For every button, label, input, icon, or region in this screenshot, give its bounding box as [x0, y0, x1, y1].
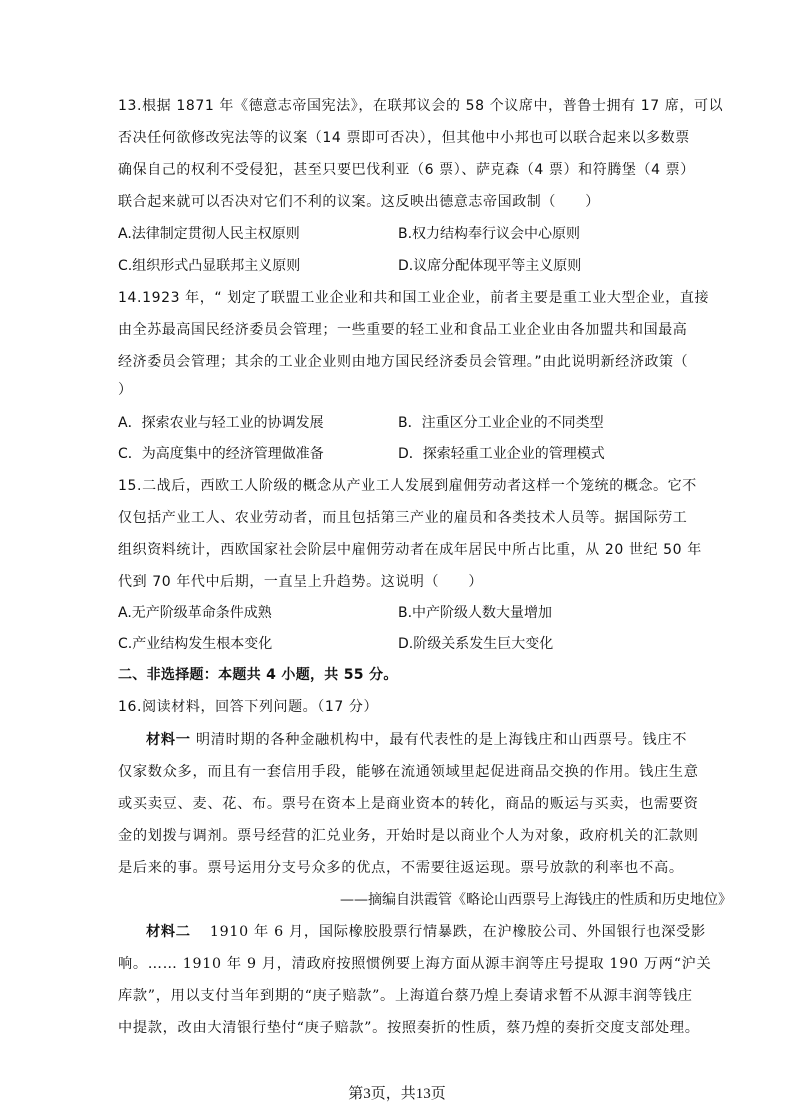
material-2-line-2: 响。…… 1910 年 9 月，清政府按照惯例要上海方面从源丰润等庄号提取 190 万两“沪关	[118, 956, 712, 972]
q14-line-3: 经济委员会管理；其余的工业企业则由地方国民经济委员会管理。”由此说明新经济政策（	[118, 354, 689, 370]
q14-line-2: 由全苏最高国民经济委员会管理；一些重要的轻工业和食品工业企业由各加盟共和国最高	[118, 322, 688, 338]
q15-line-1: 15.二战后，西欧工人阶级的概念从产业工人发展到雇佣劳动者这样一个笼统的概念。它不	[118, 478, 697, 494]
q16-stem: 16.阅读材料，回答下列问题。（17 分）	[118, 699, 379, 715]
q13-option-b: B.权力结构奉行议会中心原则	[398, 226, 581, 242]
q14-option-b: B．注重区分工业企业的不同类型	[398, 415, 604, 431]
q13-line-2: 否决任何欲修改宪法等的议案（14 票即可否决），但其他中小邦也可以联合起来以多数票	[118, 130, 690, 146]
q14-line-4: ）	[118, 382, 133, 398]
material-1-line-1: 明清时期的各种金融机构中，最有代表性的是上海钱庄和山西票号。钱庄不	[195, 732, 688, 748]
q14-option-a: A．探索农业与轻工业的协调发展	[118, 415, 324, 431]
q14-line-1: 14.1923 年，“ 划定了联盟工业企业和共和国工业企业，前者主要是重工业大型企业，直接	[118, 290, 710, 306]
section-2-heading: 二、非选择题：本题共 4 小题，共 55 分。	[118, 667, 398, 683]
q13-option-c: C.组织形式凸显联邦主义原则	[118, 258, 301, 274]
q15-line-3: 组织资料统计，西欧国家社会阶层中雇佣劳动者在成年居民中所占比重，从 20 世纪 50 年	[118, 542, 702, 558]
material-1-line-2: 仅家数众多，而且有一套信用手段，能够在流通领域里起促进商品交换的作用。钱庄生意	[118, 764, 699, 780]
q13-line-1: 13.根据 1871 年《德意志帝国宪法》，在联邦议会的 58 个议席中，普鲁士拥有 17 席，可以	[118, 98, 724, 114]
material-1-line-3: 或买卖豆、麦、花、布。票号在资本上是商业资本的转化，商品的贩运与买卖，也需要资	[118, 796, 699, 812]
q15-option-d: D.阶级关系发生巨大变化	[398, 636, 554, 652]
q14-option-c: C．为高度集中的经济管理做准备	[118, 446, 324, 462]
q13-option-d: D.议席分配体现平等主义原则	[398, 258, 582, 274]
q15-line-2: 仅包括产业工人、农业劳动者，而且包括第三产业的雇员和各类技术人员等。据国际劳工	[118, 510, 688, 526]
q13-option-a: A.法律制定贯彻人民主权原则	[118, 226, 300, 242]
page-number-footer: 第3页，共13页	[348, 1086, 446, 1102]
material-2-line-1: 1910 年 6 月，国际橡胶股票行情暴跌，在沪橡胶公司、外国银行也深受影	[209, 924, 706, 940]
material-1-first-line	[146, 730, 687, 750]
q15-line-4: 代到 70 年代中后期，一直呈上升趋势。这说明（ ）	[118, 574, 483, 590]
material-1-line-5: 是后来的事。票号运用分支号众多的优点，不需要往返运现。票号放款的利率也不高。	[118, 860, 684, 876]
q15-option-c: C.产业结构发生根本变化	[118, 636, 273, 652]
material-2-first-line	[146, 922, 706, 942]
material-2-label: 材料二	[146, 924, 191, 940]
q13-line-4: 联合起来就可以否决对它们不利的议案。这反映出德意志帝国政制（ ）	[118, 194, 600, 210]
material-2-line-3: 库款”，用以支付当年到期的“庚子赔款”。上海道台蔡乃煌上奏请求暂不从源丰润等钱庄	[118, 988, 693, 1004]
q13-line-3: 确保自己的权利不受侵犯，甚至只要巴伐利亚（6 票）、萨克森（4 票）和符腾堡（4 票）	[118, 162, 695, 178]
q15-option-b: B.中产阶级人数大量增加	[398, 605, 553, 621]
q14-option-d: D．探索轻重工业企业的管理模式	[398, 446, 605, 462]
material-1-line-4: 金的划拨与调剂。票号经营的汇兑业务，开始时是以商业个人为对象，政府机关的汇款则	[118, 828, 699, 844]
material-2-line-4: 中提款，改由大清银行垫付“庚子赔款”。按照奏折的性质，蔡乃煌的奏折交度支部处理。	[118, 1020, 700, 1036]
q15-option-a: A.无产阶级革命条件成熟	[118, 605, 272, 621]
material-1-label: 材料一	[146, 732, 191, 748]
material-1-source: ——摘编自洪霞管《略论山西票号上海钱庄的性质和历史地位》	[340, 892, 732, 908]
